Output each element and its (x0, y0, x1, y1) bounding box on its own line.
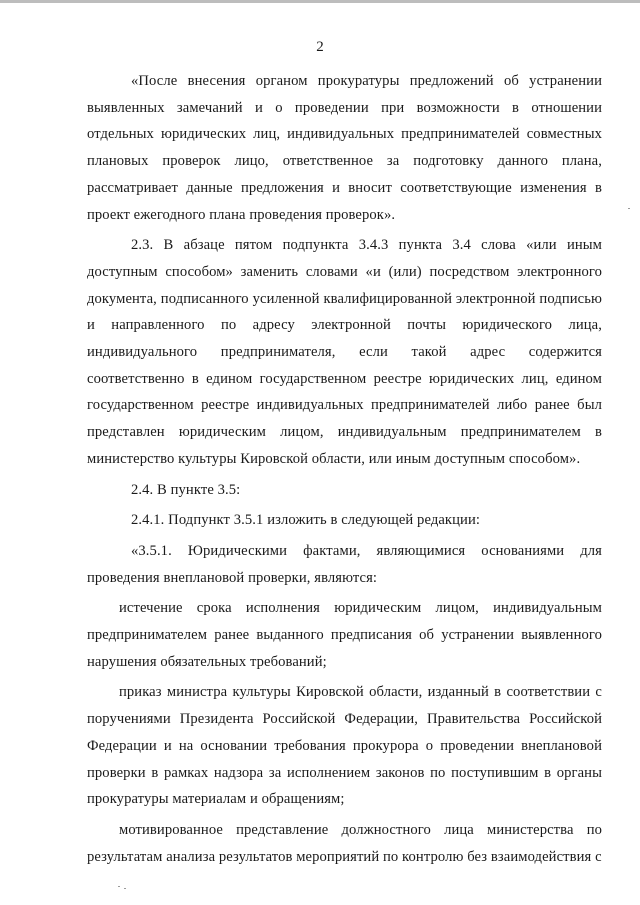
paragraph-minister-order: приказ министра культуры Кировской области, изданный в соответствии с поручениями Президента Российской Федерации, Правительства Российской Федерации и на основании требования прокурора о проведении внеплановой проверки в рамках надзора за исполнением законов по поступившим в органы прокуратуры материалам и обращениям; (87, 684, 602, 808)
scan-speck (124, 888, 126, 889)
paragraph-motivated-submission: мотивированное представление должностного лица министерства по результатам анализа результатов мероприятий по контролю без взаимодействия с (87, 821, 602, 865)
paragraph-2-4: 2.4. В пункте 3.5: (131, 481, 241, 498)
paragraph-3-5-1: «3.5.1. Юридическими фактами, являющимися основаниями для проведения внеплановой проверки, являются: (87, 542, 602, 586)
paragraph-2-4-1: 2.4.1. Подпункт 3.5.1 изложить в следующей редакции: (131, 512, 481, 529)
paragraph-deadline-expiry: истечение срока исполнения юридическим лицом, индивидуальным предпринимателем ранее выданного предписания об устранении выявленного нарушения обязательных требований; (87, 600, 602, 670)
page-number: 2 (316, 39, 324, 55)
scan-speck (118, 886, 120, 887)
scan-top-edge (0, 0, 640, 3)
scan-speck (628, 208, 630, 209)
paragraph-2-3: 2.3. В абзаце пятом подпункта 3.4.3 пункта 3.4 слова «или иным доступным способом» заменить словами «и (или) посредством электронного документа, подписанного усиленной квалифицированной электронной подписью и направленного по адресу электронной почты юридического лица, индивидуального предпринимателя, если такой адрес содержится соответственно в едином государственном реестре юридических лиц, едином государственном реестре индивидуальных предпринимателей либо ранее был представлен юридическим лицом, индивидуальным предпринимателем в министерство культуры Кировской области, или иным доступным способом». (87, 237, 602, 467)
paragraph-quote-plan: «После внесения органом прокуратуры предложений об устранении выявленных замечаний и о проведении при возможности в отношении отдельных юридических лиц, индивидуальных предпринимателей совместных плановых проверок лицо, ответственное за подготовку данного плана, рассматривает данные предложения и вносит соответствующие изменения в проект ежегодного плана проведения проверок». (87, 73, 602, 223)
document-body (87, 68, 602, 870)
